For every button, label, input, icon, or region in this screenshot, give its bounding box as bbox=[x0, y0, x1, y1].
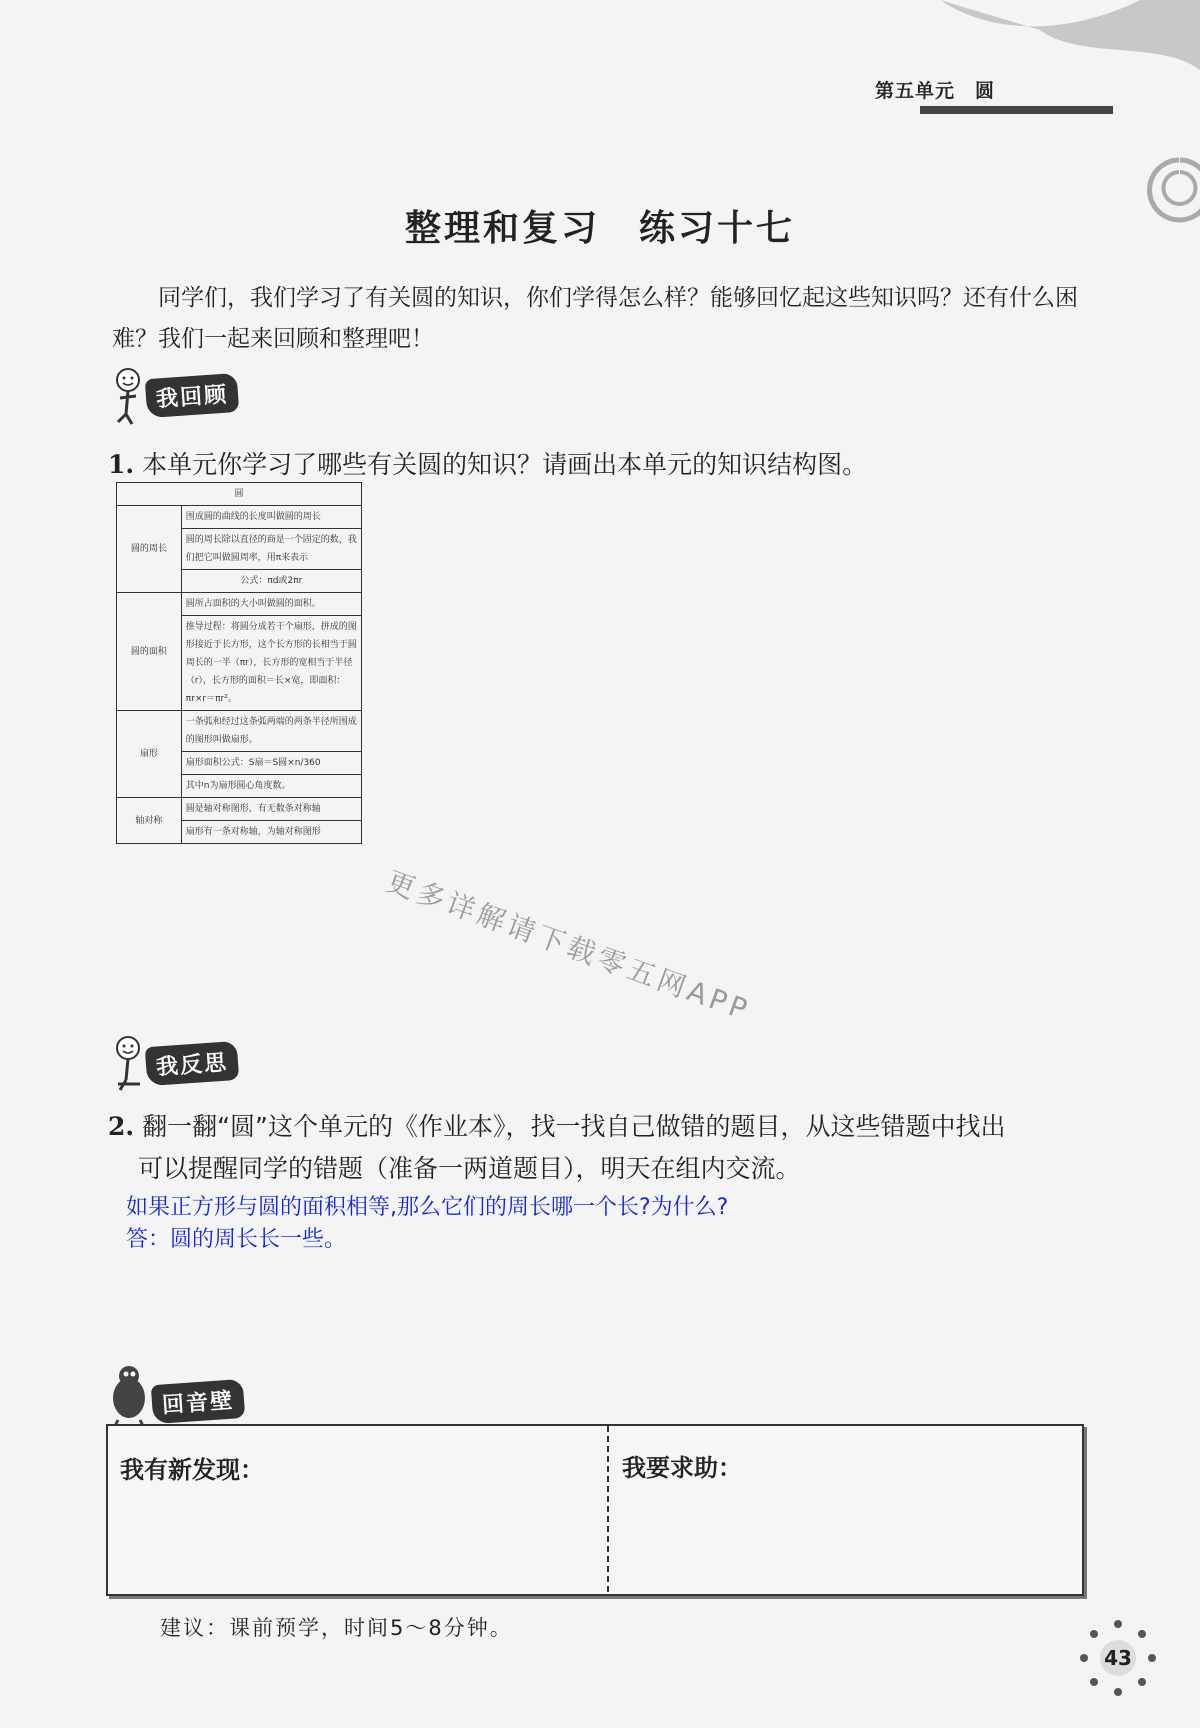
table-cell: 公式：πd或2πr bbox=[181, 570, 361, 593]
reflect-badge bbox=[110, 1034, 260, 1094]
category-sector: 扇形 bbox=[117, 711, 182, 798]
table-cell: 其中n为扇形圆心角度数。 bbox=[181, 775, 361, 798]
page-title: 整理和复习 练习十七 bbox=[404, 208, 795, 249]
review-badge bbox=[110, 366, 260, 426]
answer-block bbox=[126, 1192, 728, 1256]
table-cell: 扇形面积公式：S扇＝S圆×n/360 bbox=[181, 752, 361, 775]
table-cell: 圆的周长除以直径的商是一个固定的数，我们把它叫做圆周率，用π来表示 bbox=[181, 529, 361, 570]
table-cell: 圆是轴对称图形，有无数条对称轴 bbox=[181, 798, 361, 821]
question-2 bbox=[108, 1106, 1088, 1190]
category-area: 圆的面积 bbox=[117, 593, 182, 711]
decorative-swirl bbox=[880, 0, 1200, 230]
echo-divider bbox=[607, 1426, 609, 1592]
page-number: 43 bbox=[1100, 1640, 1136, 1676]
question-2-line1: 翻一翻“圆”这个单元的《作业本》，找一找自己做错的题目，从这些错题中找出 bbox=[142, 1112, 1006, 1141]
table-cell: 圆所占面积的大小叫做圆的面积。 bbox=[181, 593, 361, 616]
unit-label: 第五单元 圆 bbox=[874, 80, 995, 102]
table-cell: 推导过程：将圆分成若干个扇形，拼成的图形接近于长方形，这个长方形的长相当于圆周长的一半（πr），长方形的宽相当于半径（r），长方形的面积＝长×宽，即面积：πr×r＝πr²。 bbox=[181, 616, 361, 711]
new-discovery-label: 我有新发现： bbox=[120, 1456, 264, 1484]
watermark: 更多详解请下载零五网APP bbox=[382, 864, 756, 1028]
review-badge-label: 我回顾 bbox=[145, 373, 240, 418]
question-1-number: 1. bbox=[108, 450, 135, 479]
answer-line1: 如果正方形与圆的面积相等,那么它们的周长哪一个长?为什么? bbox=[126, 1195, 729, 1220]
cartoon-figure-icon bbox=[110, 1034, 150, 1094]
category-perimeter: 圆的周长 bbox=[117, 506, 182, 593]
table-header: 圆 bbox=[117, 483, 362, 506]
ask-for-help-label: 我要求助： bbox=[622, 1454, 742, 1482]
knowledge-structure-table bbox=[116, 482, 362, 844]
table-cell: 一条弧和经过这条弧两端的两条半径所围成的图形叫做扇形。 bbox=[181, 711, 361, 752]
bird-icon bbox=[104, 1360, 154, 1430]
intro-paragraph: 同学们，我们学习了有关圆的知识，你们学得怎么样？能够回忆起这些知识吗？还有什么困难？我们一起来回顾和整理吧！ bbox=[112, 285, 1078, 352]
echo-badge-label: 回音壁 bbox=[151, 1379, 246, 1424]
cartoon-figure-icon bbox=[110, 366, 150, 426]
echo-badge bbox=[104, 1360, 284, 1430]
question-1-text: 本单元你学习了哪些有关圆的知识？请画出本单元的知识结构图。 bbox=[142, 450, 868, 479]
table-cell: 围成圆的曲线的长度叫做圆的周长 bbox=[181, 506, 361, 529]
table-cell: 扇形有一条对称轴，为轴对称图形 bbox=[181, 821, 361, 844]
reflect-badge-label: 我反思 bbox=[145, 1041, 240, 1086]
unit-bar bbox=[920, 106, 1113, 114]
question-1 bbox=[108, 444, 867, 486]
suggestion-text: 建议：课前预学，时间5～8分钟。 bbox=[160, 1616, 513, 1640]
answer-line2: 答：圆的周长长一些。 bbox=[126, 1227, 347, 1252]
question-2-line2: 可以提醒同学的错题（准备一两道题目），明天在组内交流。 bbox=[138, 1154, 801, 1183]
question-2-number: 2. bbox=[108, 1112, 135, 1141]
category-symmetry: 轴对称 bbox=[117, 798, 182, 844]
